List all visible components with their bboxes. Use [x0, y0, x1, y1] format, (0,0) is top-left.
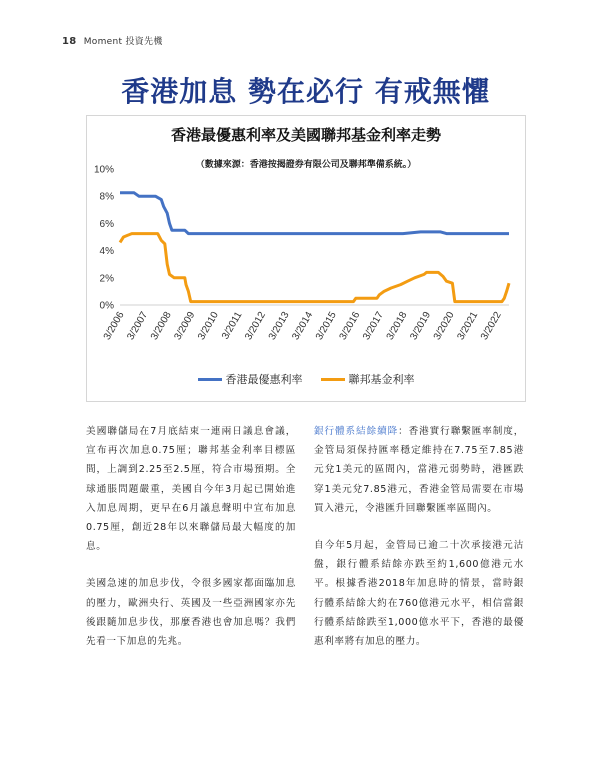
x-tick-label: 3/2010	[196, 310, 221, 342]
y-tick-label: 2%	[99, 273, 114, 285]
legend-label-hk-prime: 香港最優惠利率	[225, 373, 303, 386]
y-tick-label: 8%	[99, 191, 114, 203]
x-tick-label: 3/2007	[125, 310, 151, 342]
paragraph: 美國聯儲局在7月底結束一連兩日議息會議，宣布再次加息0.75厘；聯邦基金利率目標區間，上調到2.25至2.5厘，符合市場預期。全球通脹問題嚴重，美國自今年3月起已開始進入加息周期，更早在6月議息聲明中宣布加息0.75厘，創近28年以來聯儲局最大幅度的加息。	[86, 426, 296, 553]
chart-plot	[87, 116, 525, 401]
article-column-left	[86, 422, 296, 669]
x-tick-label: 3/2011	[220, 310, 245, 342]
section-lead: 銀行體系結餘續降	[314, 426, 399, 437]
magazine-name: Moment 投資先機	[83, 37, 163, 47]
article-headline: 香港加息 勢在必行 有戒無懼	[121, 75, 491, 108]
paragraph-text: ：香港實行聯繫匯率制度，金管局須保持匯率穩定維持在7.75至7.85港元兌1美元的區間內，當港元弱勢時，港匯跌穿1美元兌7.85港元，香港金管局需要在市場買入港元，令港匯升回聯繫匯率區間內。	[314, 426, 524, 514]
x-tick-label: 3/2014	[290, 310, 316, 342]
chart-legend	[87, 371, 525, 387]
x-tick-label: 3/2015	[313, 310, 339, 342]
x-tick-label: 3/2012	[243, 310, 269, 342]
x-tick-label: 3/2013	[266, 310, 292, 342]
page-header	[62, 34, 163, 47]
chart-subtitle: （數據來源：香港按揭證券有限公司及聯邦準備系統。）	[195, 160, 417, 170]
x-tick-label: 3/2017	[361, 310, 386, 342]
series-line-hk-prime	[120, 193, 509, 234]
series-line-fed-funds	[120, 234, 509, 302]
paragraph	[314, 422, 524, 518]
y-tick-label: 0%	[99, 300, 114, 312]
legend-label-fed-funds: 聯邦基金利率	[348, 373, 415, 386]
paragraph: 自今年5月起，金管局已逾二十次承接港元沽盤，銀行體系結餘亦跌至約1,600億港元水平。根據香港2018年加息時的情景，當時銀行體系結餘大約在760億港元水平，相信當銀行體系結餘跌至1,000億水平下，香港的最優惠利率將有加息的壓力。	[314, 539, 524, 647]
page-number: 18	[62, 36, 77, 47]
x-tick-label: 3/2008	[148, 310, 174, 342]
legend-item-fed-funds	[321, 371, 415, 387]
x-tick-label: 3/2006	[101, 310, 127, 342]
y-tick-label: 4%	[99, 246, 114, 258]
legend-swatch-fed-funds	[321, 378, 345, 381]
y-tick-label: 10%	[93, 164, 114, 176]
legend-swatch-hk-prime	[198, 378, 222, 381]
paragraph: 美國急速的加息步伐，令很多國家都面臨加息的壓力，歐洲央行、英國及一些亞洲國家亦先後跟隨加息步伐，那麼香港也會加息嗎？我們先看一下加息的先兆。	[86, 578, 296, 647]
x-tick-label: 3/2020	[431, 310, 457, 342]
x-tick-label: 3/2021	[455, 310, 481, 342]
legend-item-hk-prime	[198, 371, 303, 387]
chart-title: 香港最優惠利率及美國聯邦基金利率走勢	[170, 126, 441, 144]
y-tick-label: 6%	[99, 218, 114, 230]
x-tick-label: 3/2009	[172, 310, 198, 342]
x-tick-label: 3/2022	[478, 310, 504, 342]
x-tick-label: 3/2019	[408, 310, 434, 342]
interest-rate-chart	[86, 115, 526, 402]
x-tick-label: 3/2016	[337, 310, 363, 342]
x-tick-label: 3/2018	[384, 310, 410, 342]
article-column-right	[314, 422, 524, 669]
